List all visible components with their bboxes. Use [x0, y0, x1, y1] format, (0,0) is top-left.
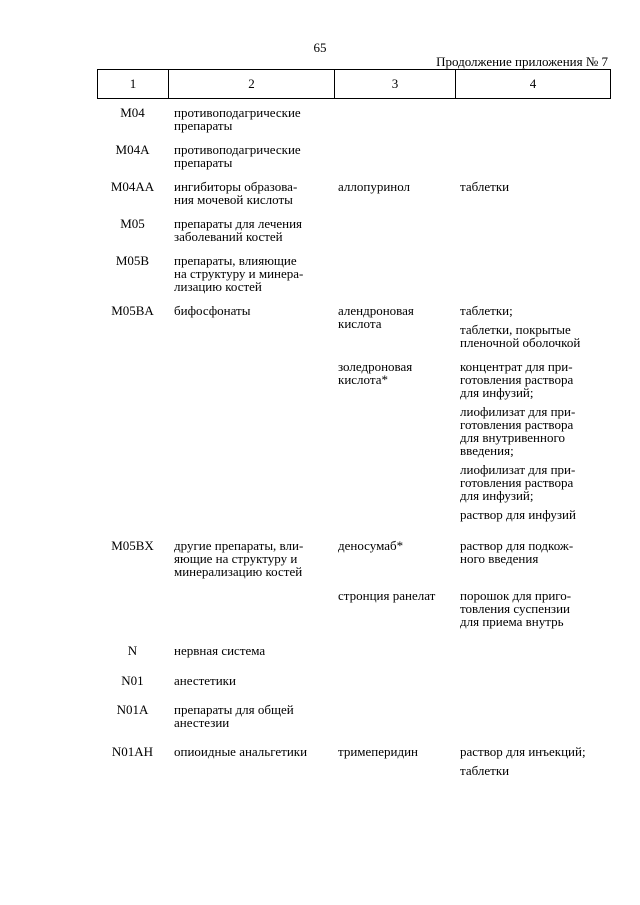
dosage-form-line: таблетки;: [460, 303, 513, 318]
dosage-form-line: пленочной оболочкой: [460, 335, 581, 350]
dosage-form-line: введения;: [460, 443, 514, 458]
atc-code: M04AA: [110, 179, 155, 194]
group-name-line: анестезии: [174, 715, 230, 730]
table-row: [97, 674, 611, 687]
dosage-form: [460, 508, 611, 521]
drug-name-line: аллопуринол: [338, 179, 411, 194]
dosage-forms: [455, 180, 611, 206]
dosage-form-line: порошок для приго-: [460, 588, 572, 603]
drug-name: [334, 674, 455, 687]
table-header: [97, 69, 611, 99]
dosage-form: [460, 304, 611, 317]
table-row: [97, 589, 611, 628]
dosage-forms: [455, 674, 611, 687]
dosage-form-line: концентрат для при-: [460, 359, 573, 374]
dosage-form: [460, 180, 611, 193]
page-number: 65: [313, 40, 327, 55]
dosage-forms: [455, 304, 611, 349]
table-row: [97, 539, 611, 578]
dosage-forms: [455, 360, 611, 521]
drug-name: [334, 254, 455, 293]
group-name-line: минерализацию костей: [174, 564, 303, 579]
dosage-forms: [455, 539, 611, 578]
dosage-forms: [455, 217, 611, 243]
header-col-1: 1: [98, 70, 169, 98]
drug-name-line: деносумаб*: [338, 538, 404, 553]
group-name-line: на структуру и минера-: [174, 266, 304, 281]
dosage-form: [460, 589, 611, 628]
table-row: [97, 644, 611, 657]
header-col-2: 2: [169, 70, 335, 98]
group-name-line: препараты, влияющие: [174, 253, 297, 268]
drug-name: [334, 143, 455, 169]
drug-name-line: тримеперидин: [338, 744, 419, 759]
dosage-form: [460, 463, 611, 502]
group-name-line: препараты для общей: [174, 702, 294, 717]
dosage-form-line: для инфузий;: [460, 488, 534, 503]
table-row: [97, 360, 611, 521]
dosage-form-line: готовления раствора: [460, 372, 574, 387]
dosage-form-line: таблетки: [460, 179, 510, 194]
group-name: [168, 674, 334, 687]
dosage-form: [460, 539, 611, 565]
dosage-form-line: готовления раствора: [460, 475, 574, 490]
group-name-line: ния мочевой кислоты: [174, 192, 293, 207]
table-row: [97, 254, 611, 293]
drug-name-line: золедроновая: [338, 359, 413, 374]
group-name: [168, 304, 334, 349]
dosage-form: [460, 323, 611, 349]
group-name-line: противоподагрические: [174, 142, 301, 157]
dosage-forms: [455, 644, 611, 657]
drug-name: [334, 703, 455, 729]
dosage-form-line: лиофилизат для при-: [460, 462, 576, 477]
table-row: [97, 745, 611, 777]
dosage-form-line: готовления раствора: [460, 417, 574, 432]
atc-code: N01A: [116, 702, 149, 717]
drug-name: [334, 745, 455, 777]
group-name-line: лизацию костей: [174, 279, 262, 294]
dosage-forms: [455, 703, 611, 729]
drug-name: [334, 180, 455, 206]
dosage-form-line: товления суспензии: [460, 601, 570, 616]
atc-code: M05BX: [111, 538, 154, 553]
atc-code: [97, 360, 168, 521]
dosage-form-line: лиофилизат для при-: [460, 404, 576, 419]
table-row: [97, 143, 611, 169]
group-name-line: препараты: [174, 155, 233, 170]
header-col-3: 3: [335, 70, 456, 98]
table-row: [97, 180, 611, 206]
dosage-form-line: ного введения: [460, 551, 539, 566]
group-name: [168, 539, 334, 578]
drug-name: [334, 539, 455, 578]
group-name: [168, 106, 334, 132]
dosage-form-line: таблетки, покрытые: [460, 322, 571, 337]
drug-name: [334, 304, 455, 349]
group-name: [168, 143, 334, 169]
group-name: [168, 703, 334, 729]
drug-name-line: алендроновая: [338, 303, 414, 318]
atc-code: M05: [120, 216, 145, 231]
group-name: [168, 360, 334, 521]
group-name: [168, 589, 334, 628]
group-name-line: противоподагрические: [174, 105, 301, 120]
atc-code: M04A: [115, 142, 150, 157]
dosage-form-line: для приема внутрь: [460, 614, 564, 629]
drug-name-line: стронция ранелат: [338, 588, 436, 603]
atc-code: M05B: [115, 253, 150, 268]
drug-name: [334, 360, 455, 521]
atc-code: N: [127, 643, 138, 658]
group-name: [168, 644, 334, 657]
atc-code: M04: [120, 105, 145, 120]
drug-name-line: кислота*: [338, 372, 388, 387]
dosage-form-line: раствор для инъекций;: [460, 744, 586, 759]
group-name-line: бифосфонаты: [174, 303, 251, 318]
drug-name: [334, 217, 455, 243]
continuation-caption: Продолжение приложения № 7: [436, 54, 608, 69]
group-name-line: опиоидные анальгетики: [174, 744, 308, 759]
dosage-form: [460, 360, 611, 399]
drug-name: [334, 589, 455, 628]
atc-code: [97, 589, 168, 628]
dosage-form: [460, 405, 611, 457]
group-name-line: заболеваний костей: [174, 229, 283, 244]
table-row: [97, 217, 611, 243]
atc-code: N01: [121, 673, 144, 688]
group-name-line: нервная система: [174, 643, 266, 658]
dosage-forms: [455, 589, 611, 628]
group-name-line: яющие на структуру и: [174, 551, 298, 566]
table-row: [97, 304, 611, 349]
dosage-form-line: таблетки: [460, 763, 510, 778]
dosage-form-line: раствор для инфузий: [460, 507, 576, 522]
dosage-form-line: для внутривенного: [460, 430, 565, 445]
group-name: [168, 745, 334, 777]
dosage-forms: [455, 745, 611, 777]
drug-name-line: кислота: [338, 316, 382, 331]
dosage-forms: [455, 106, 611, 132]
table-body: [97, 106, 611, 777]
group-name: [168, 254, 334, 293]
drug-name: [334, 644, 455, 657]
group-name-line: другие препараты, вли-: [174, 538, 304, 553]
atc-code: M05BA: [111, 303, 154, 318]
group-name-line: ингибиторы образова-: [174, 179, 298, 194]
dosage-forms: [455, 254, 611, 293]
dosage-form-line: раствор для подкож-: [460, 538, 574, 553]
atc-code: N01AH: [111, 744, 154, 759]
group-name-line: препараты для лечения: [174, 216, 303, 231]
group-name-line: анестетики: [174, 673, 236, 688]
group-name-line: препараты: [174, 118, 233, 133]
table-row: [97, 703, 611, 729]
dosage-form: [460, 745, 611, 758]
header-col-4: 4: [529, 76, 537, 91]
group-name: [168, 180, 334, 206]
table-row: [97, 106, 611, 132]
dosage-form-line: для инфузий;: [460, 385, 534, 400]
dosage-form: [460, 764, 611, 777]
drug-name: [334, 106, 455, 132]
dosage-forms: [455, 143, 611, 169]
group-name: [168, 217, 334, 243]
